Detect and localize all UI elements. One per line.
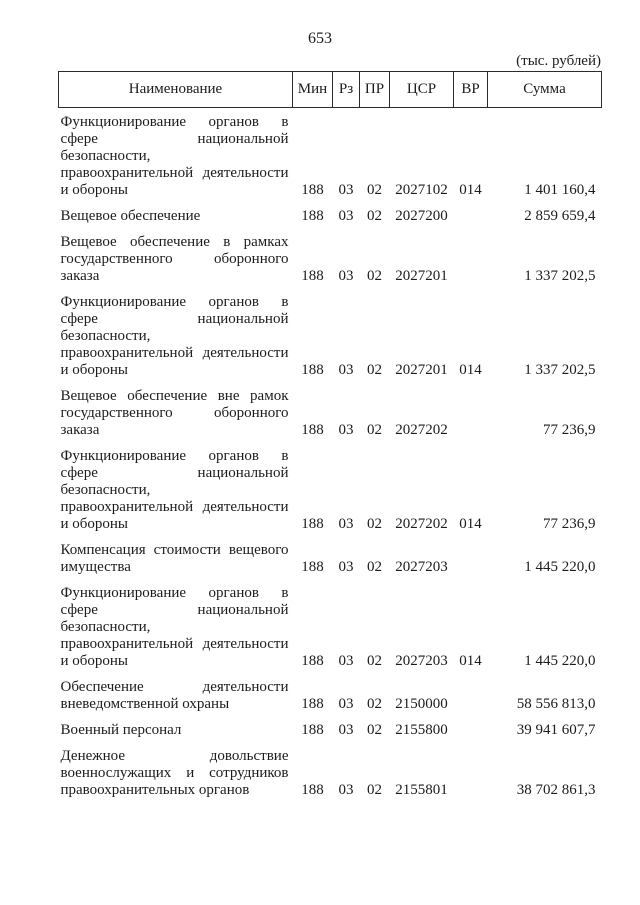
- row-summa-cell: 1 337 202,5: [524, 268, 596, 284]
- row-rz-cell: 03: [338, 559, 354, 575]
- row-pr-cell: 02: [367, 516, 382, 532]
- table-header-row: [59, 72, 602, 108]
- row-name-cell: [59, 579, 293, 673]
- row-vr-cell: [454, 716, 488, 742]
- row-name-cell: [59, 202, 293, 228]
- table-row: [59, 442, 602, 536]
- row-rz-cell: 03: [338, 653, 354, 669]
- row-summa-cell: 77 236,9: [543, 516, 596, 532]
- row-rz-cell: 03: [338, 208, 354, 224]
- row-name-line: военнослужащих и сотрудников: [60, 765, 289, 781]
- row-pr-cell: 02: [367, 559, 382, 575]
- row-tssr-cell: 2027203: [395, 653, 448, 669]
- table-row: [59, 228, 602, 288]
- row-pr-cell: 02: [367, 653, 382, 669]
- row-summa-cell: 58 556 813,0: [516, 696, 596, 712]
- row-name-cell: [59, 288, 293, 382]
- col-header-summa: Сумма: [488, 72, 602, 108]
- row-pr-cell: 02: [367, 422, 382, 438]
- row-rz-cell: 03: [338, 516, 354, 532]
- row-name-line: заказа: [60, 268, 100, 284]
- row-name-cell: [59, 108, 293, 203]
- table-body: [59, 108, 602, 803]
- row-name-cell: [59, 673, 293, 716]
- row-name-line: правоохранительной деятельности: [60, 345, 289, 361]
- row-rz-cell: 03: [338, 182, 354, 198]
- row-min-cell: 188: [301, 559, 324, 575]
- row-tssr-cell: 2027201: [395, 362, 448, 378]
- row-name-line: вневедомственной охраны: [60, 696, 230, 712]
- col-header-pr: ПР: [360, 72, 390, 108]
- row-name-line: Компенсация стоимости вещевого: [60, 542, 289, 558]
- row-min-cell: 188: [301, 516, 324, 532]
- row-summa-cell: 1 337 202,5: [524, 362, 596, 378]
- row-name-line: Функционирование органов в: [60, 585, 289, 601]
- row-name-line: сфере национальной: [60, 131, 289, 147]
- row-name-line: и обороны: [60, 362, 129, 378]
- row-vr-cell: [454, 673, 488, 716]
- row-name-cell: [59, 716, 293, 742]
- row-name-line: правоохранительной деятельности: [60, 165, 289, 181]
- row-summa-cell: 77 236,9: [543, 422, 596, 438]
- row-vr-cell: [454, 202, 488, 228]
- row-pr-cell: 02: [367, 696, 382, 712]
- table-row: [59, 742, 602, 802]
- units-label: (тыс. рублей): [516, 53, 601, 69]
- row-summa-cell: 1 401 160,4: [524, 182, 596, 198]
- table-header: [59, 72, 602, 108]
- row-min-cell: 188: [301, 182, 324, 198]
- row-min-cell: 188: [301, 208, 324, 224]
- row-name-cell: [59, 742, 293, 802]
- row-name-line: Функционирование органов в: [60, 448, 289, 464]
- row-vr-cell: 014: [459, 516, 482, 532]
- row-min-cell: 188: [301, 268, 324, 284]
- row-min-cell: 188: [301, 422, 324, 438]
- col-header-name: Наименование: [59, 72, 293, 108]
- row-summa-cell: 1 445 220,0: [524, 559, 596, 575]
- row-tssr-cell: 2155800: [395, 722, 448, 738]
- row-rz-cell: 03: [338, 422, 354, 438]
- row-name-line: и обороны: [60, 516, 129, 532]
- table-row: [59, 382, 602, 442]
- row-min-cell: 188: [301, 653, 324, 669]
- row-summa-cell: 2 859 659,4: [524, 208, 596, 224]
- row-name-line: Денежное довольствие: [60, 748, 289, 764]
- table-row: [59, 579, 602, 673]
- page-number: 653: [308, 30, 332, 47]
- row-name-line: Вещевое обеспечение вне рамок: [60, 388, 289, 404]
- row-vr-cell: [454, 742, 488, 802]
- row-name-line: правоохранительной деятельности: [60, 636, 289, 652]
- row-pr-cell: 02: [367, 722, 382, 738]
- row-tssr-cell: 2027200: [395, 208, 448, 224]
- row-summa-cell: 38 702 861,3: [516, 782, 596, 798]
- row-name-line: и обороны: [60, 653, 129, 669]
- row-name-line: Функционирование органов в: [60, 294, 289, 310]
- table-row: [59, 202, 602, 228]
- row-name-line: имущества: [60, 559, 131, 575]
- row-name-line: правоохранительных органов: [60, 782, 250, 798]
- row-name-line: государственного оборонного: [60, 251, 289, 267]
- row-pr-cell: 02: [367, 782, 382, 798]
- budget-table: [58, 71, 602, 802]
- row-name-line: Обеспечение деятельности: [60, 679, 289, 695]
- row-pr-cell: 02: [367, 208, 382, 224]
- row-tssr-cell: 2027201: [395, 268, 448, 284]
- row-rz-cell: 03: [338, 722, 354, 738]
- row-name-line: правоохранительной деятельности: [60, 499, 289, 515]
- row-name-cell: [59, 382, 293, 442]
- row-name-cell: [59, 228, 293, 288]
- row-name-cell: [59, 536, 293, 579]
- row-rz-cell: 03: [338, 268, 354, 284]
- col-header-tssr: ЦСР: [390, 72, 454, 108]
- row-min-cell: 188: [301, 696, 324, 712]
- row-tssr-cell: 2027202: [395, 516, 448, 532]
- row-summa-cell: 1 445 220,0: [524, 653, 596, 669]
- row-summa-cell: 39 941 607,7: [516, 722, 596, 738]
- col-header-min: Мин: [293, 72, 333, 108]
- row-vr-cell: [454, 382, 488, 442]
- table-row: [59, 716, 602, 742]
- row-name-line: заказа: [60, 422, 100, 438]
- row-vr-cell: 014: [459, 362, 482, 378]
- col-header-vr: ВР: [454, 72, 488, 108]
- row-rz-cell: 03: [338, 696, 354, 712]
- row-tssr-cell: 2027202: [395, 422, 448, 438]
- table-row: [59, 536, 602, 579]
- row-name-line: сфере национальной: [60, 311, 289, 327]
- row-vr-cell: [454, 228, 488, 288]
- row-tssr-cell: 2027102: [395, 182, 448, 198]
- row-name-line: безопасности,: [60, 619, 151, 635]
- row-tssr-cell: 2150000: [395, 696, 448, 712]
- row-rz-cell: 03: [338, 782, 354, 798]
- row-min-cell: 188: [301, 782, 324, 798]
- row-name-line: безопасности,: [60, 328, 151, 344]
- row-name-line: и обороны: [60, 182, 129, 198]
- row-name-line: безопасности,: [60, 482, 151, 498]
- row-name-line: государственного оборонного: [60, 405, 289, 421]
- row-name-line: Военный персонал: [60, 722, 182, 738]
- row-min-cell: 188: [301, 722, 324, 738]
- row-rz-cell: 03: [338, 362, 354, 378]
- row-pr-cell: 02: [367, 362, 382, 378]
- table-row: [59, 673, 602, 716]
- row-name-line: сфере национальной: [60, 602, 289, 618]
- row-name-line: сфере национальной: [60, 465, 289, 481]
- row-vr-cell: [454, 536, 488, 579]
- row-name-line: безопасности,: [60, 148, 151, 164]
- row-vr-cell: 014: [459, 182, 482, 198]
- row-tssr-cell: 2155801: [395, 782, 448, 798]
- row-vr-cell: 014: [459, 653, 482, 669]
- row-min-cell: 188: [301, 362, 324, 378]
- row-name-cell: [59, 442, 293, 536]
- row-name-line: Вещевое обеспечение в рамках: [60, 234, 289, 250]
- row-name-line: Функционирование органов в: [60, 114, 289, 130]
- table-row: [59, 108, 602, 203]
- table-row: [59, 288, 602, 382]
- row-name-line: Вещевое обеспечение: [60, 208, 201, 224]
- row-tssr-cell: 2027203: [395, 559, 448, 575]
- col-header-rz: Рз: [333, 72, 360, 108]
- row-pr-cell: 02: [367, 182, 382, 198]
- row-pr-cell: 02: [367, 268, 382, 284]
